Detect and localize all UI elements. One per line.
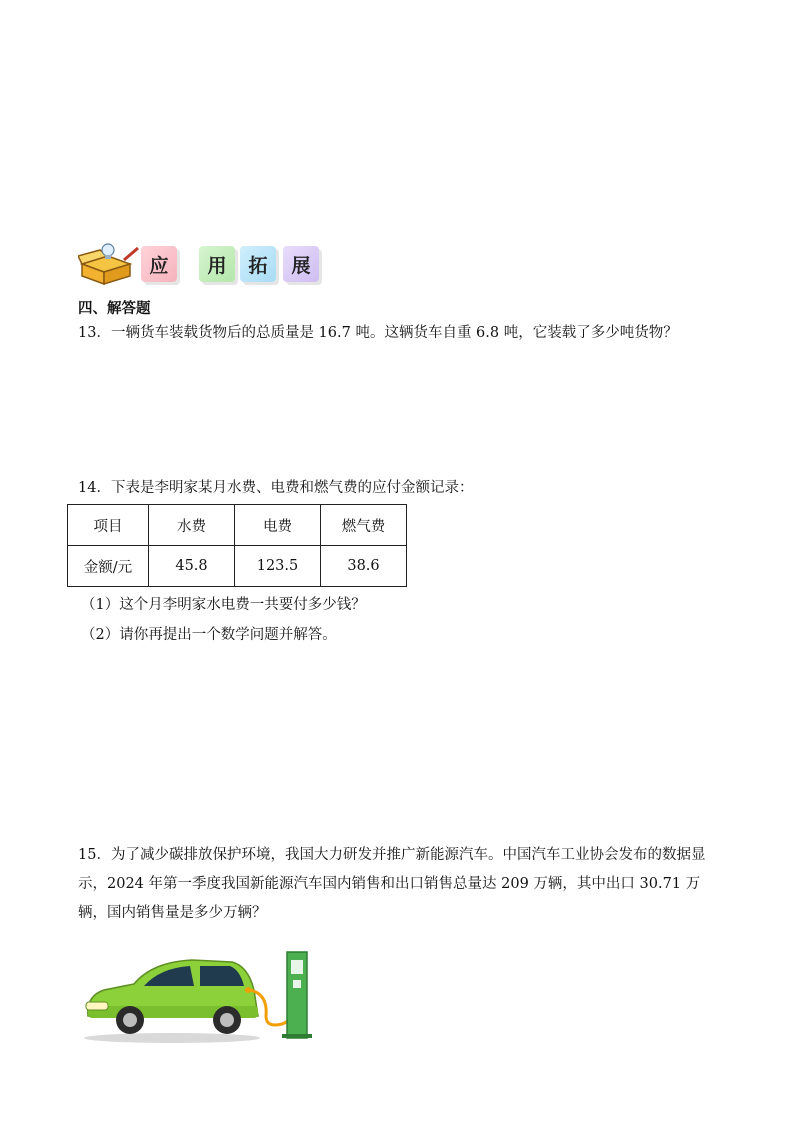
question-14-sub-2: （2）请你再提出一个数学问题并解答。 — [81, 627, 337, 643]
table-cell: 燃气费 — [321, 505, 407, 546]
table-cell: 项目 — [68, 505, 149, 546]
question-13: 13．一辆货车装载货物后的总质量是 16.7 吨。这辆货车自重 6.8 吨，它装载了多少吨货物？ — [78, 325, 678, 341]
table-cell: 123.5 — [235, 546, 321, 587]
table-cell: 电费 — [235, 505, 321, 546]
fee-table — [67, 504, 407, 587]
section-banner — [78, 240, 348, 288]
question-15: 15．为了减少碳排放保护环境，我国大力研发并推广新能源汽车。中国汽车工业协会发布的数据显示，2024 年第一季度我国新能源汽车国内销售和出口销售总量达 209 万辆，其中出口 30.71 万辆，国内销售量是多少万辆？ — [78, 847, 706, 921]
table-row — [68, 546, 407, 587]
electric-car-charging-illustration — [82, 944, 342, 1044]
section-title: 四、解答题 — [78, 301, 151, 317]
table-cell: 金额/元 — [68, 546, 149, 587]
table-cell: 38.6 — [321, 546, 407, 587]
banner-char-4: 展 — [283, 246, 319, 282]
question-14-sub-1: （1）这个月李明家水电费一共要付多少钱？ — [81, 597, 366, 613]
table-cell: 45.8 — [149, 546, 235, 587]
banner-char-3: 拓 — [240, 246, 276, 282]
banner-char-2: 用 — [199, 246, 235, 282]
table-cell: 水费 — [149, 505, 235, 546]
table-header-row — [68, 505, 407, 546]
question-14: 14．下表是李明家某月水费、电费和燃气费的应付金额记录： — [78, 480, 474, 496]
banner-char-1: 应 — [141, 246, 177, 282]
box-lightbulb-icon — [78, 242, 140, 286]
